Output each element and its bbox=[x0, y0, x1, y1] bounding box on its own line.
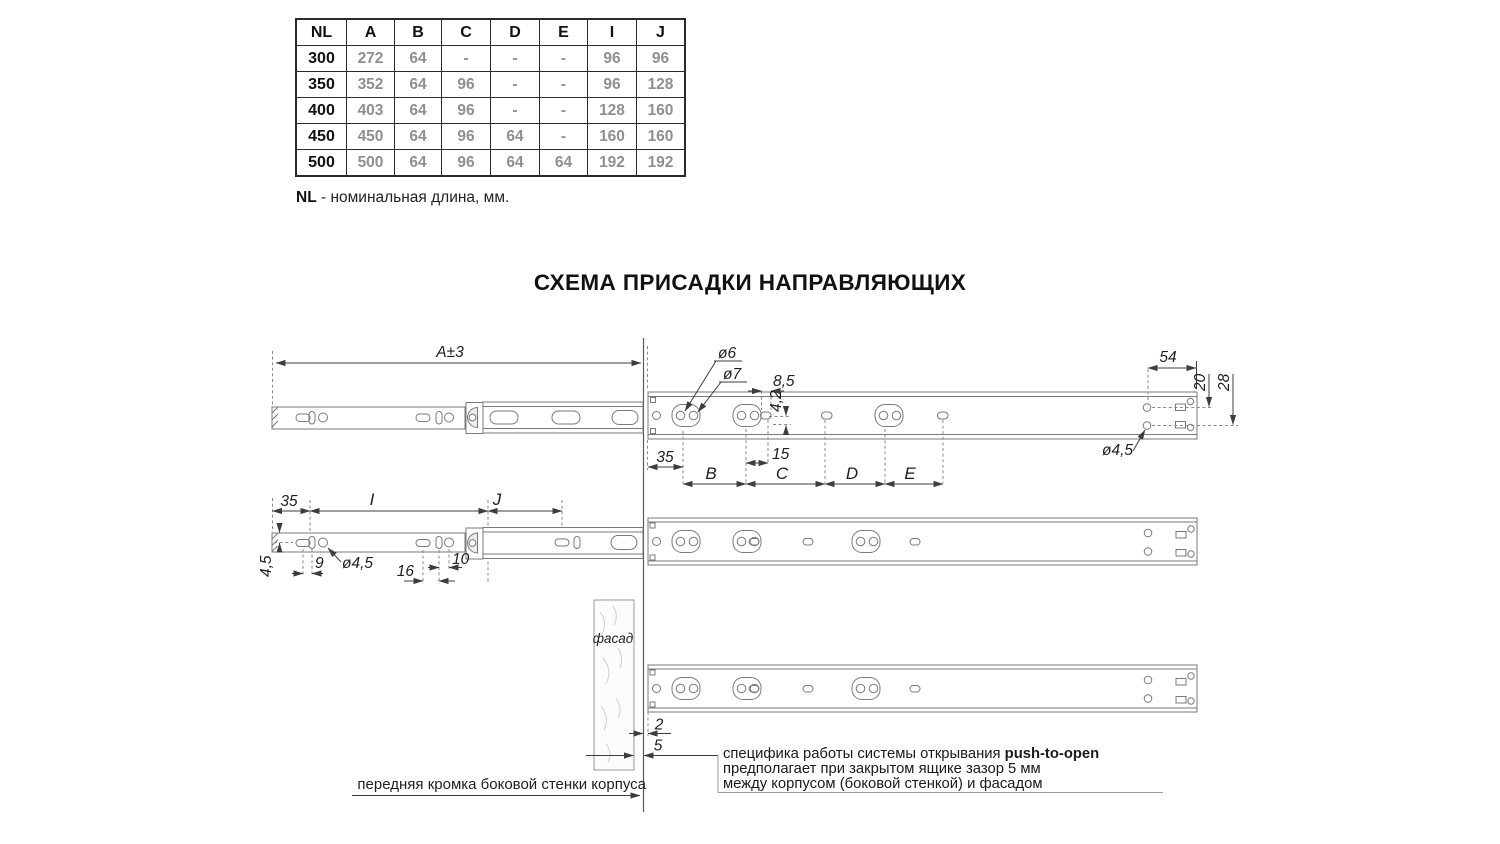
front-edge-callout bbox=[352, 776, 647, 796]
table-header-cell: A bbox=[347, 19, 395, 46]
cabinet-rail-top bbox=[648, 392, 1197, 439]
table-row bbox=[296, 46, 685, 72]
dim-label-5: 5 bbox=[653, 737, 663, 755]
push-note-line3: между корпусом (боковой стенкой) и фасадом bbox=[723, 775, 1043, 792]
table-cell: 160 bbox=[637, 98, 686, 124]
table-cell: - bbox=[491, 98, 540, 124]
dim-label-C: C bbox=[775, 464, 789, 483]
dim-label-dia4-5-right: ø4,5 bbox=[1102, 442, 1134, 459]
table-cell: - bbox=[540, 72, 588, 98]
dim-label-35-mid: 35 bbox=[280, 493, 298, 510]
dim-label-10: 10 bbox=[452, 551, 470, 568]
table-cell: 128 bbox=[588, 98, 637, 124]
table-cell: 400 bbox=[296, 98, 347, 124]
dim-label-E: E bbox=[904, 464, 916, 483]
table-header-cell: D bbox=[491, 19, 540, 46]
dim-label-4-5: 4,5 bbox=[258, 555, 275, 577]
table-cell: - bbox=[442, 46, 491, 72]
dim-label-35-top: 35 bbox=[656, 449, 674, 466]
dim-label-J: J bbox=[492, 490, 502, 509]
table-header-row bbox=[296, 19, 685, 46]
dim-a-plus-3 bbox=[273, 344, 648, 405]
table-row bbox=[296, 98, 685, 124]
dim-9 bbox=[292, 549, 324, 577]
cabinet-rail-bottom bbox=[648, 665, 1197, 712]
push-note-line1: специфика работы системы открывания push-to-open bbox=[723, 746, 1100, 762]
dim-label-B: B bbox=[705, 464, 717, 483]
dim-label-16: 16 bbox=[396, 563, 414, 580]
dim-label-9: 9 bbox=[315, 555, 324, 572]
table-row bbox=[296, 150, 685, 177]
table-cell: 350 bbox=[296, 72, 347, 98]
table-cell: 64 bbox=[395, 124, 442, 150]
table-cell: 272 bbox=[347, 46, 395, 72]
table-footnote bbox=[296, 189, 509, 207]
table-cell: - bbox=[491, 46, 540, 72]
facade-panel bbox=[593, 600, 634, 770]
push-to-open-term: push-to-open bbox=[1004, 746, 1100, 762]
table-header-cell: NL bbox=[296, 19, 347, 46]
middle-assembly bbox=[258, 490, 1197, 584]
table-cell: 96 bbox=[442, 150, 491, 177]
table-header-cell: C bbox=[442, 19, 491, 46]
push-to-open-note bbox=[723, 747, 1099, 792]
page-title: СХЕМА ПРИСАДКИ НАПРАВЛЯЮЩИХ bbox=[533, 270, 967, 295]
table-cell: 450 bbox=[296, 124, 347, 150]
dim-label-dia7: ø7 bbox=[723, 366, 742, 383]
table-cell: 96 bbox=[442, 124, 491, 150]
table-header-cell: I bbox=[588, 19, 637, 46]
table-cell: 192 bbox=[588, 150, 637, 177]
dim-label-4-2: 4,2 bbox=[768, 390, 785, 412]
table-cell: 96 bbox=[637, 46, 686, 72]
dim-label-I: I bbox=[369, 490, 375, 509]
table-cell: 64 bbox=[395, 98, 442, 124]
table-cell: 64 bbox=[395, 46, 442, 72]
table-cell: 64 bbox=[491, 150, 540, 177]
table-cell: - bbox=[540, 46, 588, 72]
dim-label-2: 2 bbox=[654, 716, 664, 734]
table-row bbox=[296, 72, 685, 98]
table-cell: - bbox=[491, 72, 540, 98]
dim-label-dia6: ø6 bbox=[718, 345, 737, 362]
drawer-rail-top bbox=[272, 402, 643, 434]
cabinet-rail-middle bbox=[648, 518, 1197, 565]
footnote-text: - номинальная длина, мм. bbox=[316, 189, 510, 206]
table-cell: 160 bbox=[637, 124, 686, 150]
table-row bbox=[296, 124, 685, 150]
table-cell: 403 bbox=[347, 98, 395, 124]
top-assembly bbox=[272, 344, 1238, 484]
front-edge-label: передняя кромка боковой стенки корпуса bbox=[357, 776, 646, 793]
table-header-cell: J bbox=[637, 19, 686, 46]
table-cell: 96 bbox=[588, 72, 637, 98]
facade-label: фасад bbox=[592, 631, 634, 646]
table-cell: 64 bbox=[395, 150, 442, 177]
table-cell: 450 bbox=[347, 124, 395, 150]
table-cell: 96 bbox=[442, 98, 491, 124]
table-header-cell: B bbox=[395, 19, 442, 46]
table-header-cell: E bbox=[540, 19, 588, 46]
table-cell: 352 bbox=[347, 72, 395, 98]
table-cell: 160 bbox=[588, 124, 637, 150]
table-cell: 64 bbox=[540, 150, 588, 177]
dim-2 bbox=[629, 712, 671, 736]
table-cell: - bbox=[540, 98, 588, 124]
table-cell: 96 bbox=[442, 72, 491, 98]
table-cell: 64 bbox=[395, 72, 442, 98]
dim-label-54: 54 bbox=[1159, 349, 1177, 366]
dim-16 bbox=[397, 550, 455, 584]
dim-label-8-5: 8,5 bbox=[773, 373, 795, 390]
dim-label-15: 15 bbox=[772, 446, 790, 463]
dim-label-D: D bbox=[845, 464, 859, 483]
dim-label-28: 28 bbox=[1216, 373, 1233, 391]
table-cell: - bbox=[540, 124, 588, 150]
table-cell: 128 bbox=[637, 72, 686, 98]
table-cell: 500 bbox=[296, 150, 347, 177]
dim-label-dia4-5-mid: ø4,5 bbox=[342, 555, 374, 572]
footnote-term: NL bbox=[296, 189, 317, 206]
dim-label-a3: A±3 bbox=[436, 344, 464, 361]
table-cell: 300 bbox=[296, 46, 347, 72]
table-cell: 500 bbox=[347, 150, 395, 177]
table-cell: 192 bbox=[637, 150, 686, 177]
dimensions-table bbox=[295, 18, 686, 177]
table-cell: 64 bbox=[491, 124, 540, 150]
dim-label-20: 20 bbox=[1192, 373, 1209, 391]
table-cell: 96 bbox=[588, 46, 637, 72]
push-note-line2: предполагает при закрытом ящике зазор 5 мм bbox=[723, 760, 1041, 777]
